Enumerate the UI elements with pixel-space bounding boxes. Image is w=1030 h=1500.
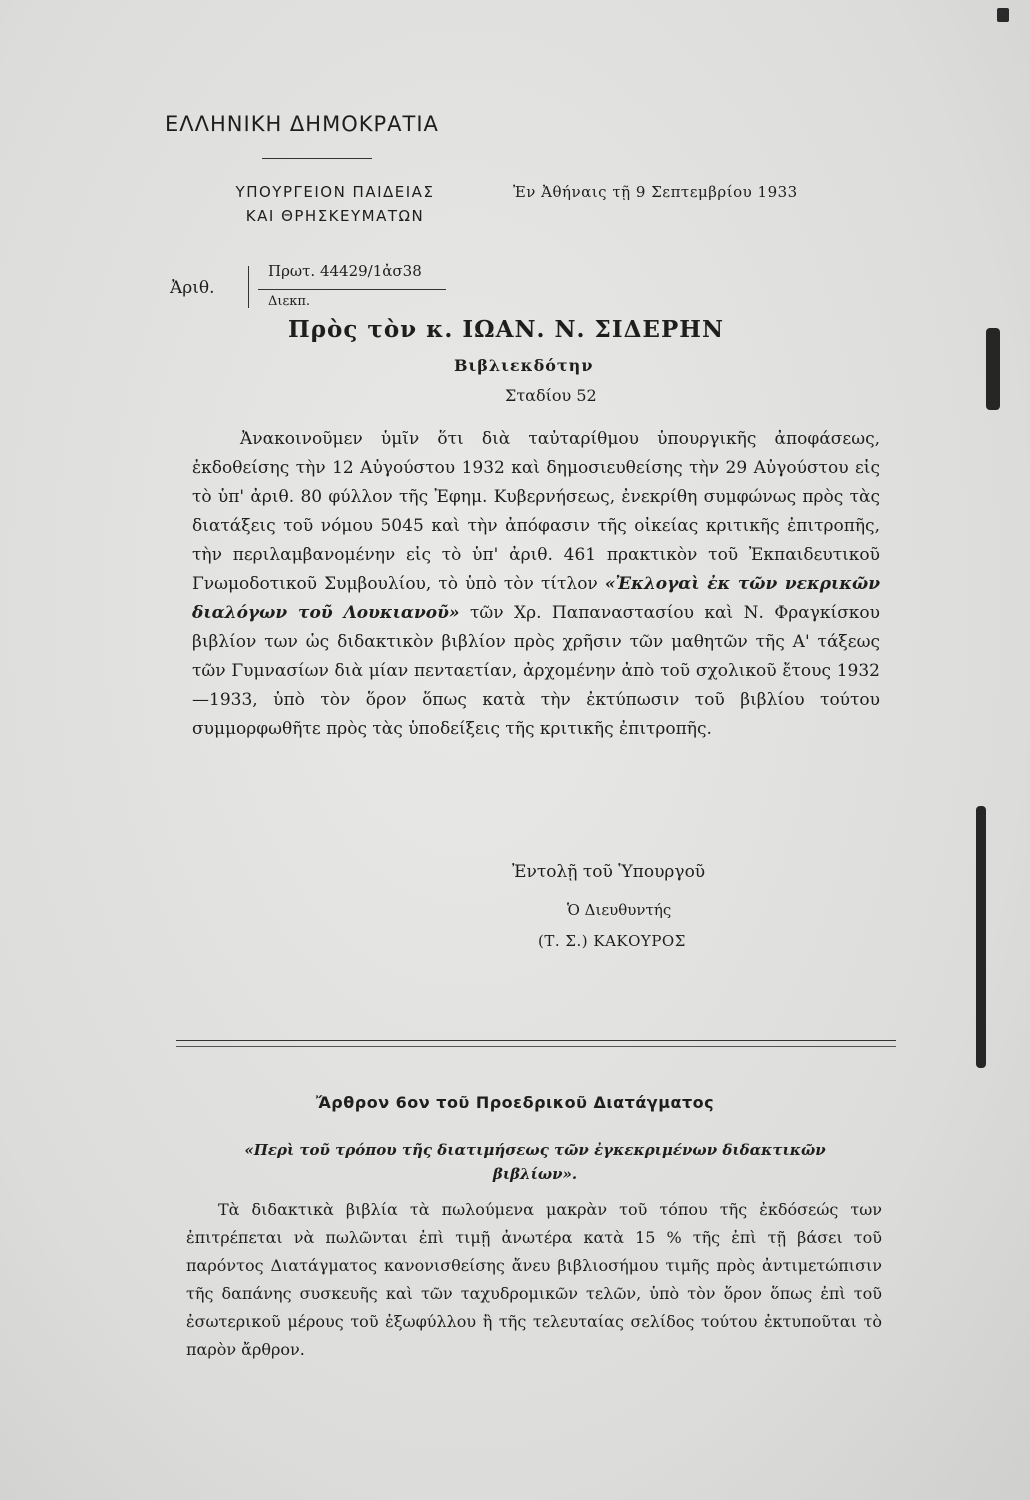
state-heading: ΕΛΛΗΝΙΚΗ ΔΗΜΟΚΡΑΤΙΑ [165, 112, 439, 136]
article-subtitle: «Περὶ τοῦ τρόπου τῆς διατιμήσεως τῶν ἐγκεκριμένων διδακτικῶν βιβλίων». [244, 1141, 826, 1183]
signature-line-3: (Τ. Σ.) ΚΑΚΟΥΡΟΣ [538, 932, 686, 950]
section-divider [176, 1040, 896, 1041]
diekp-label: Διεκπ. [268, 294, 311, 309]
addressee-title: Βιβλιεκδότην [454, 356, 594, 375]
binding-mark-top [997, 8, 1009, 22]
arith-bracket [248, 266, 249, 308]
body-text-a: Ἀνακοινοῦμεν ὑμῖν ὅτι διὰ ταὐταρίθμου ὑπουργικῆς ἀποφάσεως, ἐκδοθείσης τὴν 12 Αὐγούστου 1932 καὶ δημοσιευθείσης τὴν 29 Αὐγούστου εἰς τὸ ὑπ' ἀριθ. 80 φύλλον τῆς Ἐφημ. Κυβερνήσεως, ἐνεκρίθη συμφώνως πρὸς τὰς διατάξεις τοῦ νόμου 5045 καὶ τὴν ἀπόφασιν τῆς οἰκείας κριτικῆς ἐπιτροπῆς, τὴν περιλαμβανομένην εἰς τὸ ὑπ' ἀριθ. 461 πρακτικὸν τοῦ Ἐκπαιδευτικοῦ Γνωμοδοτικοῦ Συμβουλίου, τὸ ὑπὸ τὸν τίτλον [192, 429, 880, 594]
section-divider-thin [176, 1046, 896, 1047]
letter-paragraph [192, 425, 880, 744]
article-paragraph: Τὰ διδακτικὰ βιβλία τὰ πωλούμενα μακρὰν τοῦ τόπου τῆς ἐκδόσεώς των ἐπιτρέπεται νὰ πωλῶνται ἐπὶ τιμῇ ἀνωτέρα κατὰ 15 % τῆς ἐπὶ τῇ βάσει τοῦ παρόντος Διατάγματος κανονισθείσης ἄνευ βιβλιοσήμου τιμῆς πρὸς ἀντιμετώπισιν τῆς δαπάνης συσκευῆς καὶ τῶν ταχυδρομικῶν τελῶν, ὑπὸ τὸν ὅρον ὅπως ἐπὶ τοῦ ἐσωτερικοῦ μέρους τοῦ ἐξωφύλλου ἢ τῆς τελευταίας σελίδος τούτου ἐκτυποῦται τὸ παρὸν ἄρθρον. [186, 1200, 882, 1359]
addressee-address: Σταδίου 52 [505, 386, 597, 405]
article-title: Ἄρθρον 6ον τοῦ Προεδρικοῦ Διατάγματος [315, 1093, 715, 1112]
dateline: Ἐν Ἀθήναις τῇ 9 Σεπτεμβρίου 1933 [513, 183, 798, 201]
letter-body [192, 425, 880, 744]
signature-line-2: Ὁ Διευθυντής [567, 901, 672, 919]
ministry-line-2: ΚΑΙ ΘΡΗΣΚΕΥΜΑΤΩΝ [245, 207, 425, 225]
binding-mark-middle [986, 328, 1000, 410]
body-text-b: τῶν Χρ. Παπαναστασίου καὶ Ν. Φραγκίσκου βιβλίον των ὡς διδακτικὸν βιβλίον πρὸς χρῆσιν τῶν μαθητῶν τῆς Α' τάξεως τῶν Γυμνασίων διὰ μίαν πενταετίαν, ἀρχομένην ἀπὸ τοῦ σχολικοῦ ἔτους 1932—1933, ὑπὸ τὸν ὅρον ὅπως κατὰ τὴν ἐκτύπωσιν τοῦ βιβλίου τούτου συμμορφωθῆτε πρὸς τὰς ὑποδείξεις τῆς κριτικῆς ἐπιτροπῆς. [192, 603, 880, 739]
protocol-rule [258, 289, 446, 290]
ministry-line-1: ΥΠΟΥΡΓΕΙΟΝ ΠΑΙΔΕΙΑΣ [235, 183, 435, 201]
book-title: «Ἐκλογαὶ ἐκ τῶν νεκρικῶν διαλόγων τοῦ Λουκιανοῦ» [192, 574, 881, 623]
protocol-number: Πρωτ. 44429/1ἀσ38 [268, 262, 422, 280]
signature-line-1: Ἐντολῇ τοῦ Ὑπουργοῦ [512, 862, 706, 882]
binding-mark-bottom [976, 806, 986, 1068]
arith-label: Ἀριθ. [170, 278, 215, 298]
addressee-name: Πρὸς τὸν κ. ΙΩΑΝ. Ν. ΣΙΔΕΡΗΝ [288, 316, 725, 343]
heading-rule [262, 158, 372, 159]
article-body [186, 1196, 882, 1364]
ministry-name [200, 180, 470, 228]
